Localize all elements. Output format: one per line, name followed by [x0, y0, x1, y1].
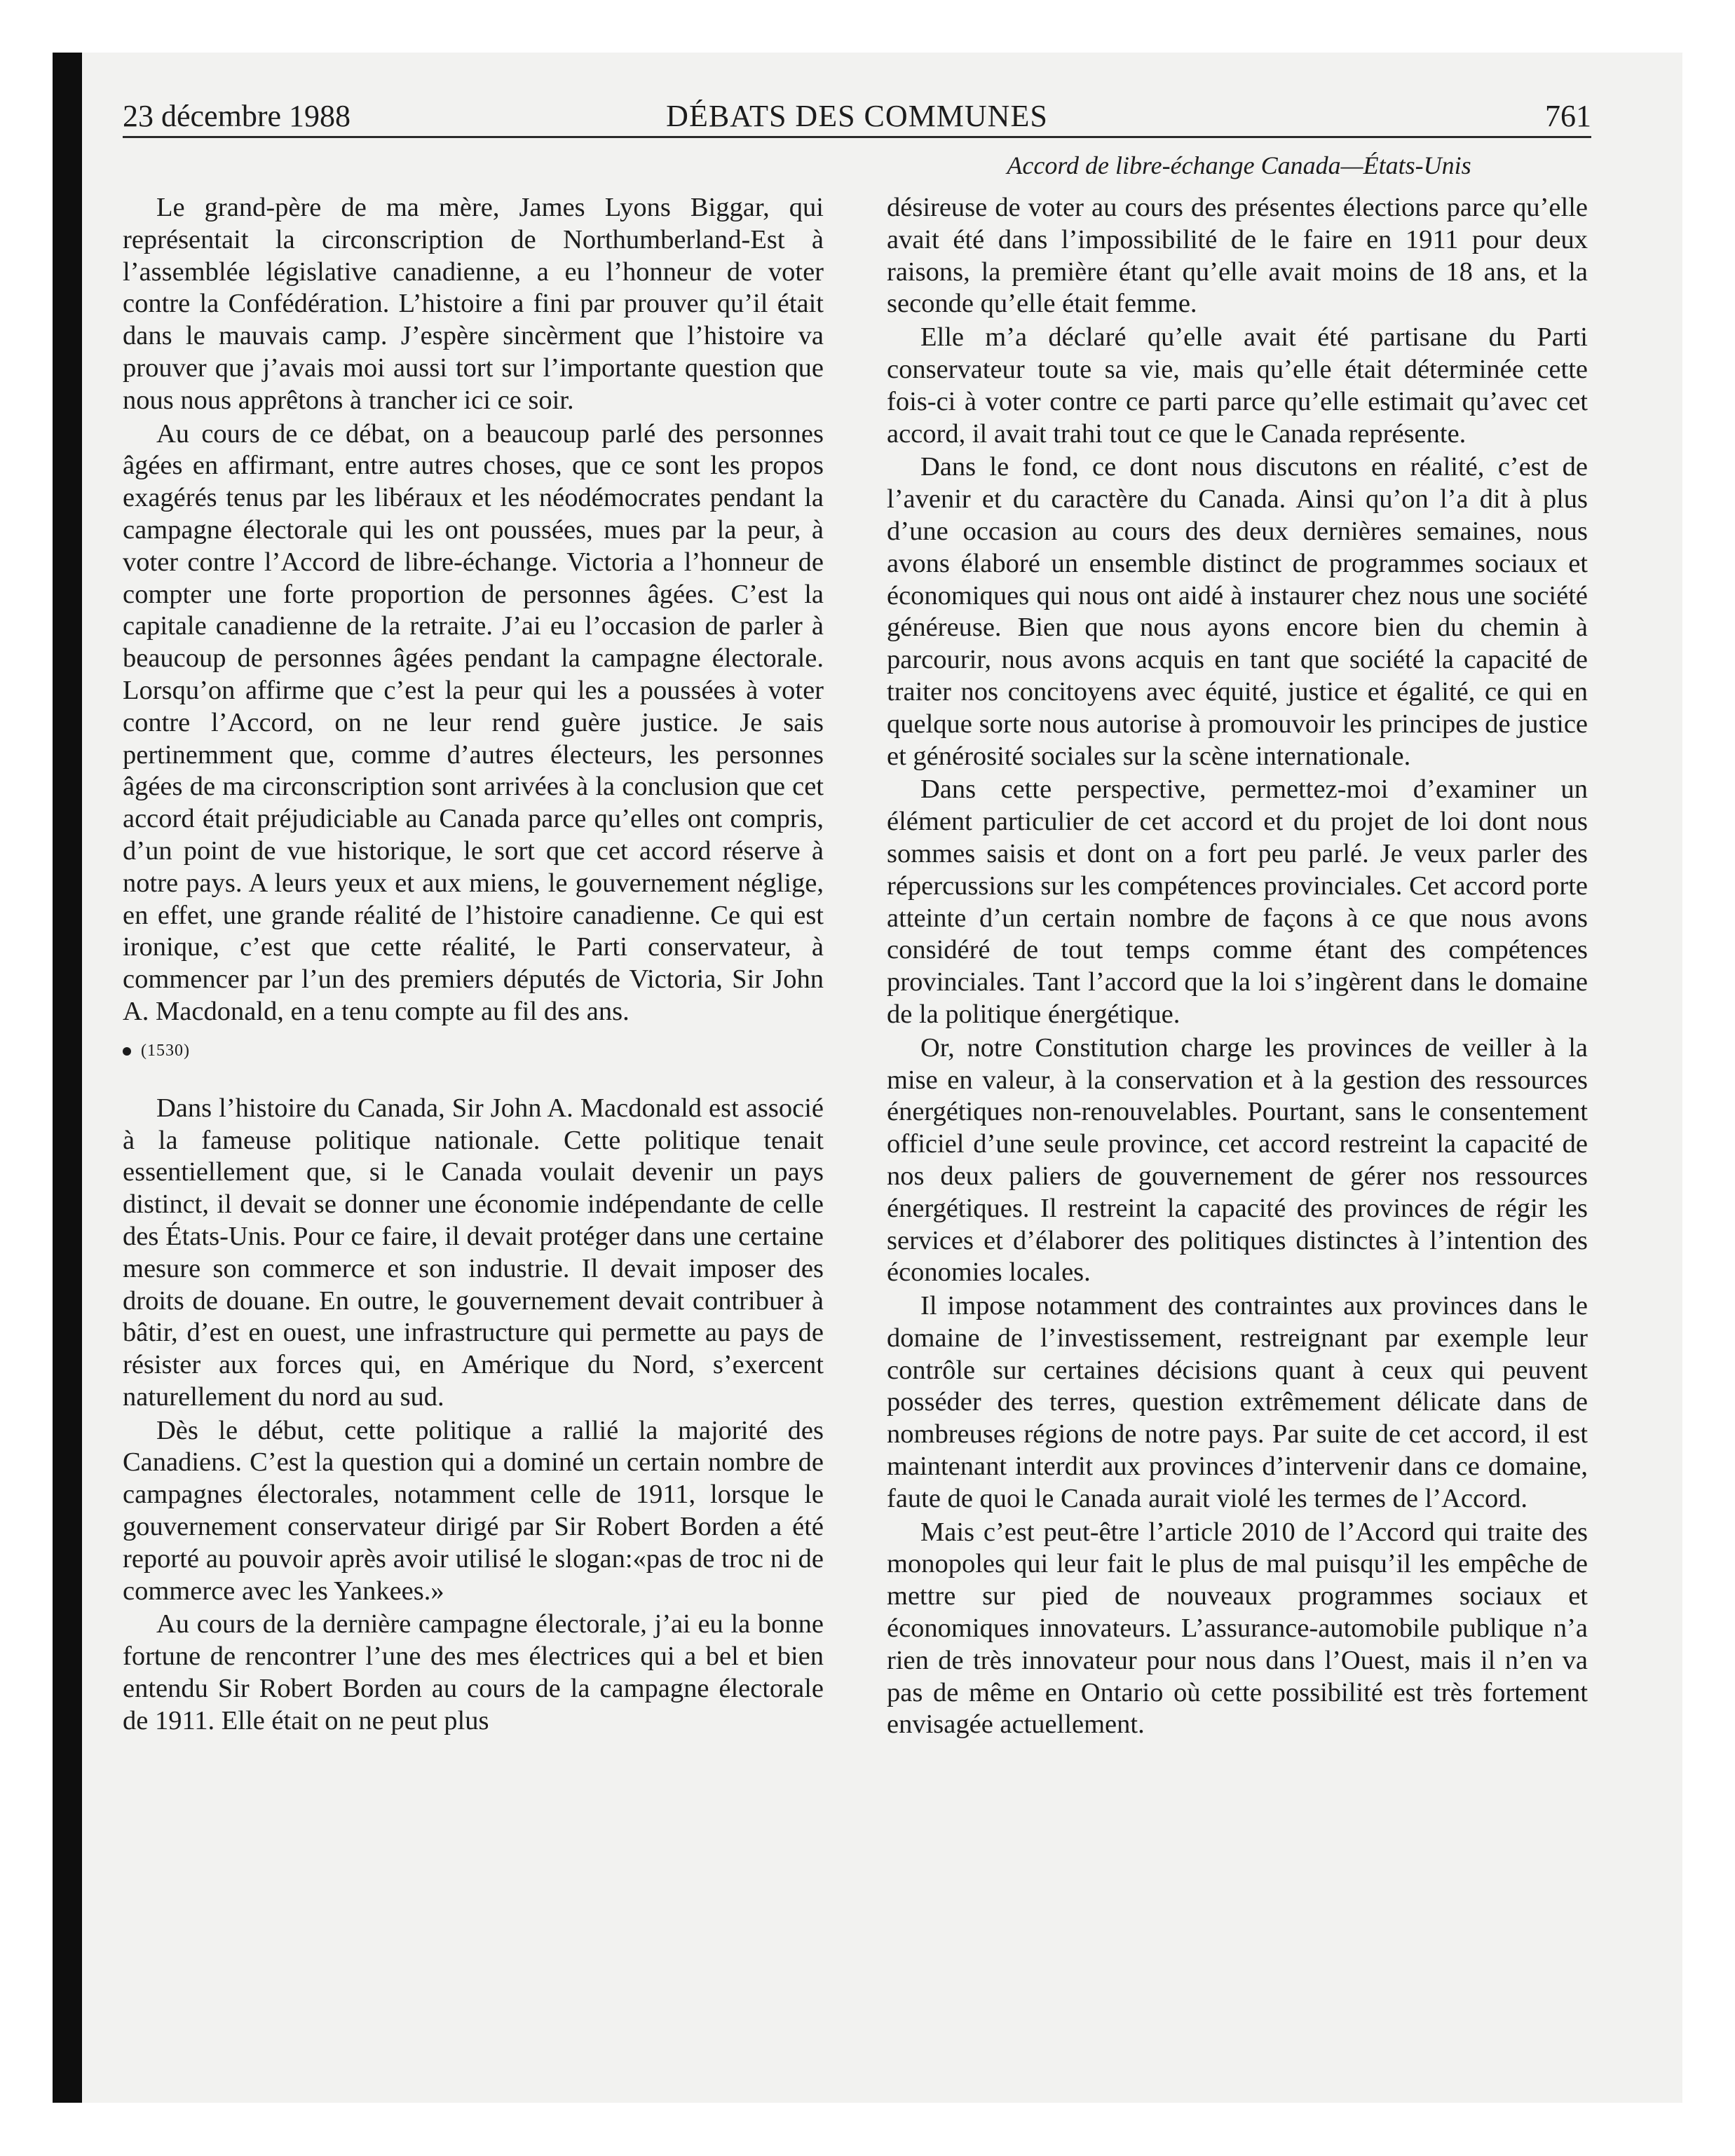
- paragraph: Au cours de ce débat, on a beaucoup parlé des personnes âgées en affirmant, entre autres choses, que ce sont les propos exagérés tenus par les libéraux et les néodémocrates pendant la campagne électorale qui les ont poussées, mues par la peur, à voter contre l’Accord de libre-échange. Victoria a l’honneur de compter une forte proportion de personnes âgées. C’est la capitale canadienne de la retraite. J’ai eu l’occasion de parler à beaucoup de personnes âgées pendant la campagne électorale. Lorsqu’on affirme que c’est la peur qui les a poussées à voter contre l’Accord, on ne leur rend guère justice. Je sais pertinemment que, comme d’autres électeurs, les personnes âgées de ma circonscription sont arrivées à la conclusion que cet accord était préjudiciable au Canada parce qu’elles ont compris, d’un point de vue historique, le sort que cet accord réserve à notre pays. A leurs yeux et aux miens, le gouvernement néglige, en effet, une grande réalité de l’histoire canadienne. Ce qui est ironique, c’est que cette réalité, le Parti conservateur, à commencer par l’un des premiers députés de Victoria, Sir John A. Macdonald, en a tenu compte au fil des ans.: [123, 418, 824, 1026]
- paragraph: Au cours de la dernière campagne électorale, j’ai eu la bonne fortune de rencontrer l’une des mes électrices qui a bel et bien entendu Sir Robert Borden au cours de la campagne électorale de 1911. Elle était on ne peut plus: [123, 1609, 824, 1735]
- paragraph: Dans l’histoire du Canada, Sir John A. Macdonald est associé à la fameuse politique nationale. Cette politique tenait essentiellement que, si le Canada voulait devenir un pays distinct, il devait se donner une économie indépendante de celle des États-Unis. Pour ce faire, il devait protéger dans une certaine mesure son commerce et son industrie. Il devait imposer des droits de douane. En outre, le gouvernement devait contribuer à bâtir, d’est en ouest, une infrastructure qui permette au pays de résister aux forces qui, en Amérique du Nord, s’exercent naturellement du nord au sud.: [123, 1093, 824, 1412]
- paragraph: Il impose notamment des contraintes aux provinces dans le domaine de l’investissement, restreignant par exemple leur contrôle sur certaines décisions quant à ceux qui peuvent posséder des terres, question extrêmement délicate dans de nombreuses régions de notre pays. Par suite de cet accord, il est maintenant interdit aux provinces d’intervenir dans ce domaine, faute de quoi le Canada aurait violé les termes de l’Accord.: [887, 1291, 1588, 1513]
- paragraph: Dans le fond, ce dont nous discutons en réalité, c’est de l’avenir et du caractère du Canada. Ainsi qu’on l’a dit à plus d’une occasion au cours des deux dernières semaines, nous avons élaboré un ensemble distinct de programmes sociaux et économiques qui nous ont aidé à instaurer chez nous une société généreuse. Bien que nous ayons encore bien du chemin à parcourir, nous avons acquis en tant que société la capacité de traiter nos concitoyens avec équité, justice et égalité, ce qui en quelque sorte nous autorise à promouvoir les principes de justice et générosité sociales sur la scène internationale.: [887, 452, 1588, 771]
- paragraph: Mais c’est peut-être l’article 2010 de l’Accord qui traite des monopoles qui leur fait le plus de mal puisqu’il les empêche de mettre sur pied de nouveaux programmes sociaux et économiques innovateurs. L’assurance-automobile publique n’a rien de très innovateur pour nous dans l’Ouest, mais il n’en va pas de même en Ontario où cette possibilité est très fortement envisagée actuellement.: [887, 1517, 1588, 1740]
- section-subhead: Accord de libre-échange Canada—États-Unis: [1007, 151, 1471, 179]
- page-number: 761: [1545, 99, 1591, 133]
- time-marker-text: (1530): [141, 1041, 190, 1060]
- time-marker: [123, 1037, 824, 1065]
- paragraph: Dans cette perspective, permettez-moi d’examiner un élément particulier de cet accord et du projet de loi dont nous sommes saisis et dont on a fort peu parlé. Je veux parler des répercussions sur les compétences provinciales. Cet accord porte atteinte d’un certain nombre de façons à ce que nous avons considéré de tout temps comme étant des compétences provinciales. Tant l’accord que la loi s’ingèrent dans le domaine de la politique énergétique.: [887, 775, 1588, 1029]
- scan-edge-bar: [53, 53, 82, 2103]
- page-header: [123, 94, 1591, 138]
- right-column: [887, 192, 1588, 1742]
- paragraph: Dès le début, cette politique a rallié la majorité des Canadiens. C’est la question qui a dominé un certain nombre de campagnes électorales, notamment celle de 1911, lorsque le gouvernement conservateur dirigé par Sir Robert Borden a été reporté au pouvoir après avoir utilisé le slogan:«pas de troc ni de commerce avec les Yankees.»: [123, 1415, 824, 1606]
- header-date: 23 décembre 1988: [123, 99, 351, 133]
- bullet-icon: [123, 1047, 131, 1056]
- paragraph: Or, notre Constitution charge les provinces de veiller à la mise en valeur, à la conservation et à la gestion des ressources énergétiques non-renouvelables. Pourtant, sans le consentement officiel d’une seule province, cet accord restreint la capacité de nos deux paliers de gouvernement de gérer nos ressources énergétiques. Il restreint la capacité des provinces de régir les services et d’élaborer des politiques distinctes à l’intention des économies locales.: [887, 1032, 1588, 1288]
- left-column: [123, 192, 824, 1739]
- paragraph-continued: désireuse de voter au cours des présentes élections parce qu’elle avait été dans l’impossibilité de le faire en 1911 pour deux raisons, la première étant qu’elle avait moins de 18 ans, et la seconde qu’elle était femme.: [887, 193, 1588, 319]
- publication-title: DÉBATS DES COMMUNES: [666, 99, 1048, 133]
- paragraph: Elle m’a déclaré qu’elle avait été partisane du Parti conservateur toute sa vie, mais qu’elle était déterminée cette fois-ci à voter contre ce parti parce qu’elle estimait qu’avec cet accord, il avait trahi tout ce que le Canada représente.: [887, 322, 1588, 449]
- paragraph: Le grand-père de ma mère, James Lyons Biggar, qui représentait la circonscription de Northumberland-Est à l’assemblée législative canadienne, a eu l’honneur de voter contre la Confédération. L’histoire a fini par prouver qu’il était dans le mauvais camp. J’espère sincèrment que l’histoire va prouver que j’avais moi aussi tort sur l’importante question que nous nous apprêtons à trancher ici ce soir.: [123, 193, 824, 415]
